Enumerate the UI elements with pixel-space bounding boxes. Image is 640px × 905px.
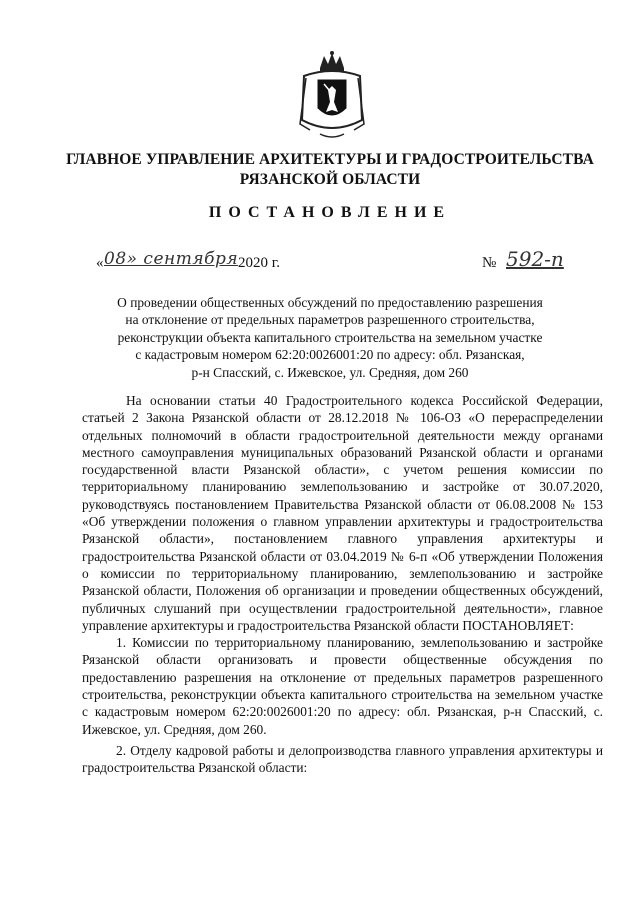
handwritten-date: 08» сентября — [104, 249, 239, 269]
date-number-row — [96, 247, 616, 281]
subject-line: на отклонение от предельных параметров разрешенного строительства, — [125, 312, 535, 328]
subject-line: р-н Спасский, с. Ижевское, ул. Средняя, дом 260 — [191, 364, 469, 380]
date-year: 2020 г. — [238, 255, 280, 271]
number-label: № — [482, 255, 497, 271]
organization-name-line2: РЯЗАНСКОЙ ОБЛАСТИ — [239, 171, 421, 188]
document-body — [82, 392, 603, 777]
clause-2-paragraph: 2. Отделу кадровой работы и делопроизводства главного управления архитектуры и градостроительства Рязанской области: — [82, 742, 603, 776]
organization-name-line1: ГЛАВНОЕ УПРАВЛЕНИЕ АРХИТЕКТУРЫ И ГРАДОСТРОИТЕЛЬСТВА — [66, 151, 594, 168]
subject-line: О проведении общественных обсуждений по предоставлению разрешения — [117, 295, 543, 310]
document-type-title: ПОСТАНОВЛЕНИЕ — [208, 204, 452, 221]
document-subject — [60, 294, 600, 381]
subject-line: с кадастровым номером 62:20:0026001:20 по адресу: обл. Рязанская, — [135, 347, 525, 363]
date-open-quote: « — [96, 255, 104, 271]
subject-line: реконструкции объекта капитального строительства на земельном участке — [117, 329, 543, 345]
clause-1-paragraph: 1. Комиссии по территориальному планированию, землепользованию и застройке Рязанской области организовать и провести общественные обсуждения по предоставлению разрешения на отклонение от предельных параметров разрешенного строительства, реконструкции объекта капитального строительства на земельном участке с кадастровым номером 62:20:0026001:20 по адресу: обл. Рязанская, р-н Спасский, с. Ижевское, ул. Средняя, дом 260. — [82, 635, 603, 737]
coat-of-arms-emblem — [296, 50, 368, 140]
handwritten-document-number: 592-п — [506, 247, 564, 271]
preamble-paragraph: На основании статьи 40 Градостроительного кодекса Российской Федерации, статьей 2 Закона Рязанской области от 28.12.2018 № 106-ОЗ «О перераспределении отдельных полномочий в области градостроительной деятельности между органами местного самоуправления муниципальных образований Рязанской области и органами государственной власти Рязанской области», с учетом решения комиссии по территориальному планированию землепользованию и застройке от 30.07.2020, руководствуясь постановлением Правительства Рязанской области от 06.08.2008 № 153 «Об утверждении положения о главном управлении архитектуры и градостроительства Рязанской области», постановлением главного управления архитектуры и градостроительства Рязанской области от 03.04.2019 № 6-п «Об утверждении Положения о комиссии по территориальному планированию, землепользованию и застройке Рязанской области, Положения об организации и проведении общественных обсуждений, публичных слушаний при осуществлении градостроительной деятельности», главное управление архитектуры и градостроительства Рязанской области ПОСТАНОВЛЯЕТ: — [82, 393, 603, 633]
